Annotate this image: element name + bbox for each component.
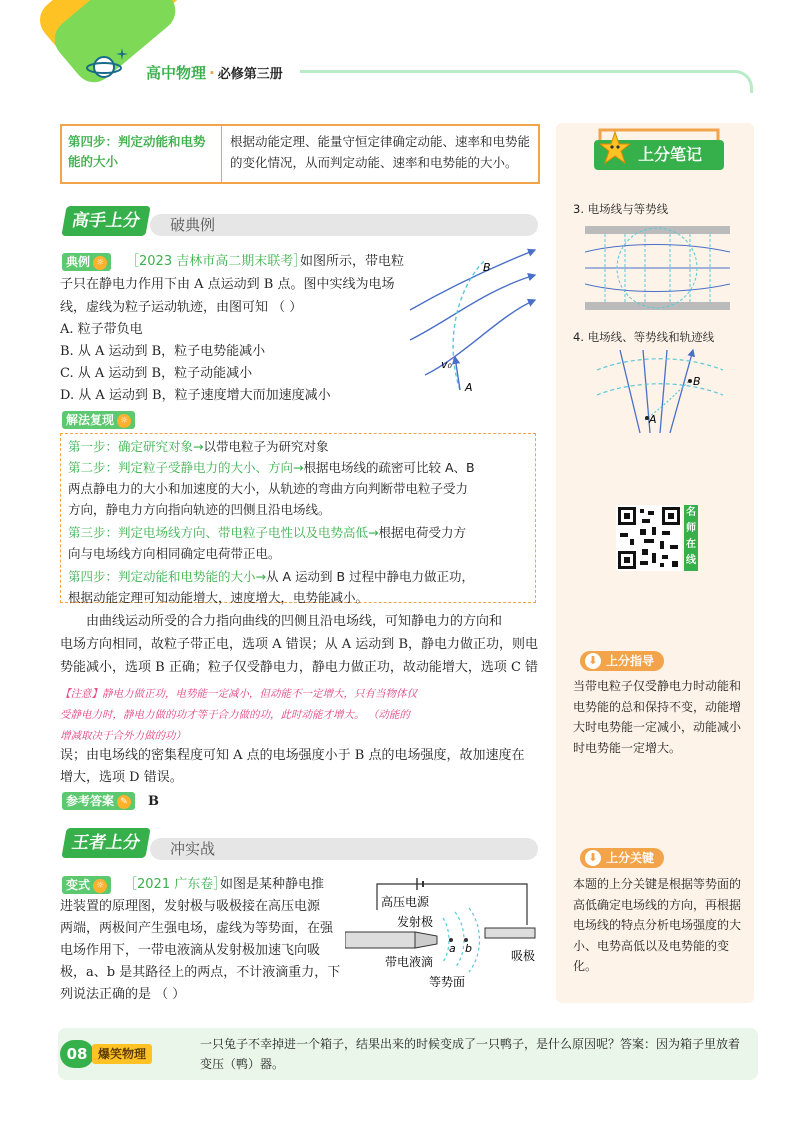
section-subtitle: 冲实战 [170,840,216,858]
option-d: D. 从 A 运动到 B，粒子速度增大而加速度减小 [60,388,331,403]
sidebar-item-3: 3. 电场线与等势线 [573,202,669,216]
title-separator: · [209,64,215,82]
step-table-line: 根据动能定理、能量守恒定律确定动能、速率和电势能 [230,134,531,149]
sun-icon: ☼ [93,879,107,893]
solution-tag-label: 解法复现 [66,413,115,427]
key-tag [580,848,664,868]
step-text: 两点静电力的大小和加速度的大小，从轨迹的弯曲方向判断带电粒子受力 [68,481,469,496]
step-text: 从 A 运动到 B 过程中静电力做正功， [266,569,475,584]
option-b: B. 从 A 运动到 B，粒子电势能减小 [60,344,266,359]
answer-tag [62,792,135,810]
example-line: 如图所示，带电粒 [300,254,405,269]
step-table-right [222,126,538,182]
step-arrow: → [193,439,204,454]
guide-tag [580,651,664,671]
solution-tag [62,411,135,429]
solution-step [68,477,468,500]
field-lines-figure [405,245,540,405]
arrow-down-icon: ⬇ [585,653,601,669]
handwritten-note: 增减取决于合外力做的功） [60,730,186,742]
sparkle-icon [116,48,128,60]
sidebar-title-label: 上分笔记 [637,145,702,164]
step-text: 根据动能定理可知动能增大，速度增大，电势能减小。 [68,590,369,605]
key-tag-label: 上分关键 [606,851,655,865]
step-arrow: → [255,569,266,584]
step-table-left: 第四步：判定动能和电势能的大小 [62,126,222,182]
example-source: ［2023 吉林市高二期末联考］ [126,254,307,269]
section-subtitle: 破典例 [170,216,216,234]
point-b-label: B [483,261,491,274]
point-b-label: B [693,375,701,388]
point-b-label: b [465,942,472,955]
guide-text: 当带电粒子仅受静电力时动能和电势能的总和保持不变，动能增大时电势能一定减小，动能减小时电势能一定增大。 [573,679,742,755]
pencil-icon: ✎ [117,795,131,809]
analysis-line: 增大，选项 D 错误。 [60,770,183,785]
step-lead: 第四步：判定动能和电势能的大小 [68,569,256,584]
analysis-line: 势能减小，选项 B 正确；粒子仅受静电力，静电力做正功，故动能增大，选项 C 错 [60,660,539,675]
solution-step [68,542,281,565]
handwritten-note: 【注意】静电力做正功，电势能一定减小，但动能不一定增大，只有当物体仅 [60,688,417,700]
solution-step [68,498,331,521]
solution-step [68,565,474,588]
solution-step [68,456,475,479]
option-a: A. 粒子带负电 [60,322,143,337]
step-text: 方向，静电力方向指向轨迹的凹侧且沿电场线。 [68,502,331,517]
droplet-label: 带电液滴 [385,955,434,969]
variant-line: 进装置的原理图，发射极与吸极接在高压电源 [60,899,321,914]
page-number: 08 [60,1040,94,1068]
key-text: 本题的上分关键是根据等势面的高低确定电场线的方向，再根据电场线的特点分析电场强度的大小、电势高低以及电势能的变化。 [573,877,742,973]
step-text: 以带电粒子为研究对象 [203,439,329,454]
solution-step [68,435,329,458]
step-text: 向与电场线方向相同确定电荷带正电。 [68,546,281,561]
variant-line: 电场作用下，一带电液滴从发射极加速飞向吸 [60,943,321,958]
variant-line: 如图是某种静电推 [220,877,325,892]
answer-value: B [148,794,159,809]
point-a-label: A [649,413,657,426]
analysis-line: 电场方向相同，故粒子带正电，选项 A 错误；从 A 运动到 B，静电力做正功，则电 [60,637,538,652]
sidebar-item-4: 4. 电场线、等势线和轨迹线 [573,330,715,344]
option-c: C. 从 A 运动到 B，粒子动能减小 [60,366,253,381]
analysis-line: 误；由电场线的密集程度可知 A 点的电场强度小于 B 点的电场强度，故加速度在 [60,748,525,763]
point-a-label: a [449,942,456,955]
book-name: 高中物理 [146,64,207,82]
step-lead: 第二步：判定粒子受静电力的大小、方向 [68,460,294,475]
field-line [410,275,535,340]
qr-code-icon[interactable] [616,505,682,571]
emitter-electrode [345,932,415,948]
point-a-label: A [465,381,473,394]
step-arrow: → [368,525,379,540]
book-title [146,62,283,83]
field-equipotential-figure [585,222,730,314]
sun-icon: ☼ [93,256,107,270]
step-table [60,124,540,184]
variant-line: 两端，两极间产生强电场，虚线为等势面，在强 [60,921,334,936]
arrow-down-icon: ⬇ [585,850,601,866]
variant-line: 列说法正确的是 （ ） [60,987,186,1002]
absorber-label: 吸极 [511,949,536,963]
power-label: 高压电源 [381,895,430,909]
answer-tag-label: 参考答案 [66,794,115,808]
section-title: 高手上分 [61,206,150,236]
field-line [410,250,535,310]
step-text: 根据电荷受力方 [378,525,467,540]
example-line: 线，虚线为粒子运动轨迹，由图可知 （ ） [60,300,303,315]
step-text: 根据电场线的疏密可比较 A、B [303,460,475,475]
electrostatic-thruster-figure [345,870,540,995]
field-trajectory-figure [595,345,725,435]
qr-side-label: 名师在线 [684,505,698,571]
example-line: 子只在静电力作用下由 A 点运动到 B 点。图中实线为电场 [60,277,395,292]
solution-step [68,586,368,609]
variant-source: ［2021 广东卷］ [124,877,227,892]
step-lead: 第一步：确定研究对象 [68,439,194,454]
header-rule [300,70,753,93]
sun-icon: ☼ [117,414,131,428]
handwritten-note: 受静电力时，静电力做的功才等于合力做的功，此时动能才增大。 （动能的 [60,709,410,721]
solution-step [68,521,466,544]
variant-tag-label: 变式 [66,878,91,892]
star-mascot-icon [600,130,630,170]
book-volume: 必修第三册 [217,67,283,82]
absorber-electrode [485,928,535,938]
emitter-label: 发射极 [397,915,434,929]
guide-tag-label: 上分指导 [606,654,655,668]
variant-tag [62,876,111,894]
variant-line: 极，a、b 是其路径上的两点，不计液滴重力，下 [60,965,341,980]
v0-label: v₀ [441,358,452,371]
step-lead: 第三步：判定电场线方向、带电粒子电性以及电势高低 [68,525,369,540]
equipotential-label: 等势面 [429,975,466,989]
example-tag [62,253,111,271]
analysis-line: 由曲线运动所受的合力指向曲线的凹侧且沿电场线，可知静电力的方向和 [86,614,503,629]
step-table-line: 的变化情况，从而判定动能、速率和电势能的大小。 [230,155,518,170]
step-arrow: → [293,460,304,475]
footer-tag: 爆笑物理 [92,1044,152,1064]
example-tag-label: 典例 [66,255,91,269]
section-title: 王者上分 [61,828,150,858]
footer-joke: 一只兔子不幸掉进一个箱子，结果出来的时候变成了一只鸭子，是什么原因呢？答案：因为箱子里放着变压（鸭）器。 [200,1037,741,1071]
